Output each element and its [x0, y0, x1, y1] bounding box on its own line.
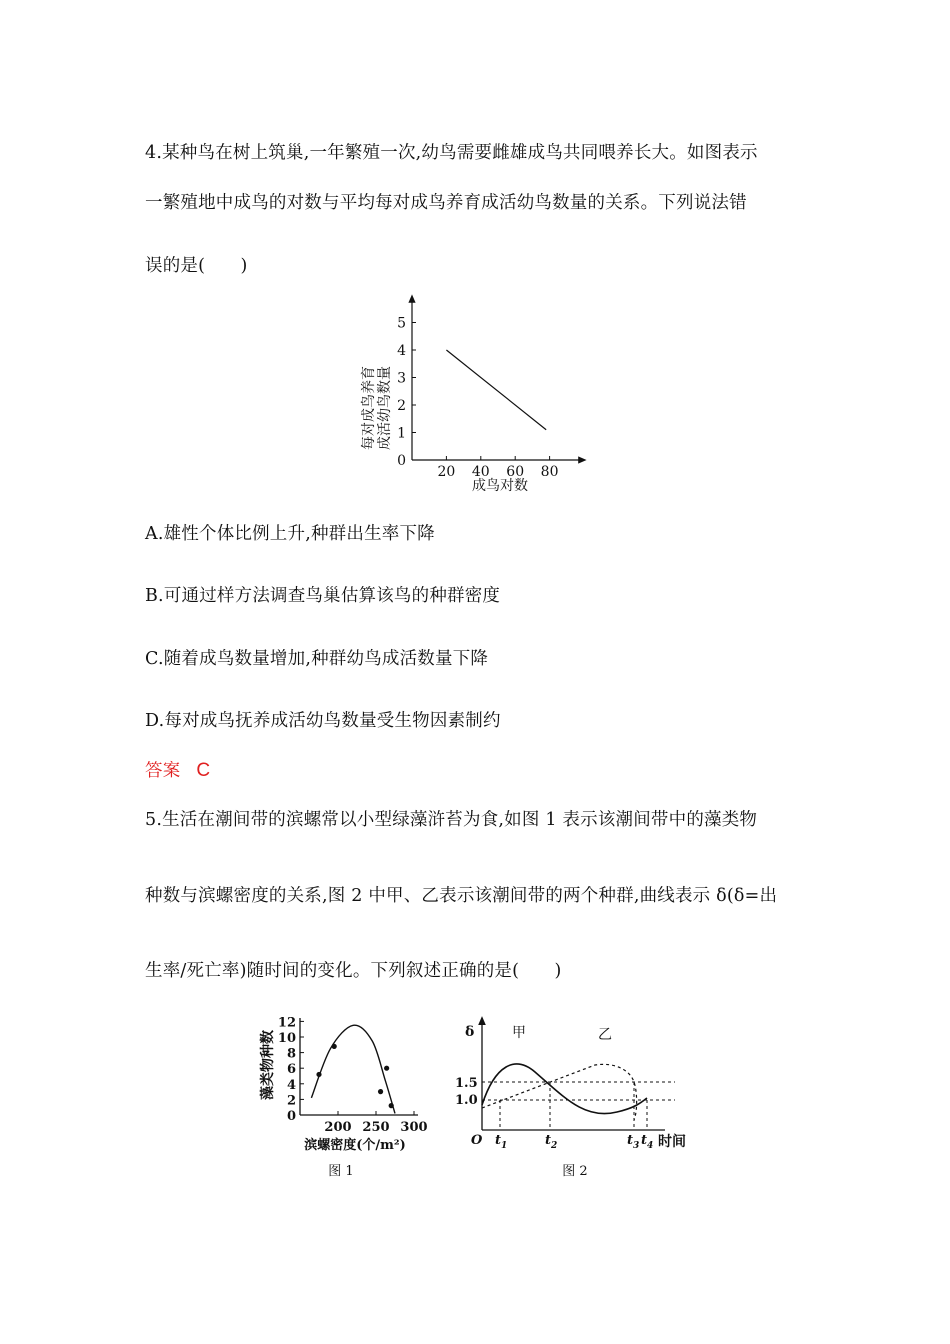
- q4-stem-line-2: 一繁殖地中成鸟的对数与平均每对成鸟养育成活幼鸟数量的关系。下列说法错: [145, 193, 747, 213]
- fig1-ytick-label: 12: [277, 1015, 296, 1031]
- svg-text:1: 1: [501, 1141, 508, 1151]
- fig1-xtick-label: 300: [400, 1120, 428, 1135]
- q4-option-b: B.可通过样方法调查鸟巢估算该鸟的种群密度: [145, 586, 501, 606]
- q4-option-c: C.随着成鸟数量增加,种群幼鸟成活数量下降: [145, 649, 489, 669]
- q4-ytick-label: 4: [397, 343, 406, 359]
- fig2-ytick-1-5: 1.5: [455, 1076, 478, 1091]
- answer-label: 答案: [145, 761, 181, 781]
- fig2-xlabel: 时间: [658, 1134, 686, 1150]
- q4-ylabel-line2: 成活幼鸟数量: [377, 366, 393, 450]
- fig1-ytick-label: 8: [286, 1046, 296, 1062]
- answer-value: C: [196, 760, 211, 781]
- fig1-ytick-label: 2: [286, 1093, 296, 1109]
- svg-text:4: 4: [647, 1141, 654, 1151]
- svg-text:t: t: [545, 1133, 552, 1148]
- q4-ytick-label: 2: [397, 398, 406, 414]
- fig2-caption: 图 2: [562, 1164, 588, 1179]
- fig1-caption: 图 1: [328, 1164, 354, 1179]
- fig1-data-point: [389, 1103, 394, 1108]
- q4-chart: [355, 290, 615, 500]
- fig1-ytick-label: 10: [277, 1031, 296, 1046]
- q4-option-a: A.雄性个体比例上升,种群出生率下降: [145, 524, 435, 544]
- fig2-ytick-1-0: 1.0: [455, 1093, 478, 1108]
- fig2-origin: O: [471, 1133, 483, 1148]
- svg-text:t: t: [495, 1133, 502, 1148]
- q4-option-d: D.每对成鸟抚养成活幼鸟数量受生物因素制约: [145, 711, 501, 731]
- svg-text:2: 2: [551, 1141, 558, 1151]
- fig2-label-jia: 甲: [512, 1025, 526, 1041]
- q4-xtick-label: 20: [437, 464, 456, 480]
- q4-data-line: [446, 350, 546, 430]
- q4-stem-line-3: 误的是( ): [145, 256, 248, 276]
- q4-answer: [145, 757, 210, 782]
- q5-stem-line-3: 生率/死亡率)随时间的变化。下列叙述正确的是( ): [145, 961, 562, 981]
- q4-ytick-label: 1: [397, 425, 406, 442]
- q4-ytick-label: 0: [397, 453, 406, 469]
- fig1-ytick-label: 0: [286, 1109, 296, 1124]
- fig1-ytick-label: 6: [286, 1062, 296, 1078]
- q5-stem-line-2: 种数与滨螺密度的关系,图 2 中甲、乙表示该潮间带的两个种群,曲线表示 δ(δ=出: [145, 886, 778, 906]
- svg-text:t: t: [641, 1133, 648, 1148]
- fig2-ylabel: δ: [465, 1024, 475, 1040]
- q4-stem-line-1: 4.某种鸟在树上筑巢,一年繁殖一次,幼鸟需要雌雄成鸟共同喂养长大。如图表示: [145, 143, 758, 163]
- q4-xtick-label: 60: [506, 464, 525, 480]
- q4-ylabel-line1: 每对成鸟养育: [361, 366, 377, 450]
- q5-stem-line-1: 5.生活在潮间带的滨螺常以小型绿藻浒苔为食,如图 1 表示该潮间带中的藻类物: [145, 810, 758, 830]
- fig1-data-point: [378, 1089, 383, 1094]
- q5-figure-2: [455, 1010, 695, 1185]
- q4-xtick-label: 80: [540, 464, 559, 480]
- fig2-xtick-t2: [545, 1133, 557, 1151]
- fig2-label-yi: 乙: [598, 1027, 612, 1043]
- fig2-series-jia: [482, 1064, 647, 1114]
- q4-ytick-label: 5: [397, 315, 406, 332]
- fig1-data-point: [332, 1044, 337, 1049]
- fig2-xtick-t3: [627, 1133, 639, 1151]
- fig2-xtick-t1: [495, 1133, 507, 1151]
- q4-xlabel: 成鸟对数: [472, 478, 528, 494]
- fig2-xtick-t4: [641, 1133, 653, 1151]
- fig1-ytick-label: 4: [286, 1077, 296, 1093]
- svg-text:3: 3: [633, 1141, 640, 1151]
- svg-text:t: t: [627, 1133, 634, 1148]
- fig1-xtick-label: 250: [362, 1120, 390, 1135]
- fig1-fit-curve: [311, 1025, 395, 1113]
- fig1-ylabel: 藻类物种数: [260, 1030, 276, 1100]
- fig1-data-point: [316, 1072, 321, 1077]
- fig1-xlabel: 滨螺密度(个/m²): [304, 1138, 406, 1153]
- q4-xtick-label: 40: [471, 464, 490, 480]
- q5-figure-1: [255, 1010, 435, 1185]
- fig1-xtick-label: 200: [324, 1120, 352, 1135]
- q4-ytick-label: 3: [397, 370, 406, 387]
- fig1-data-point: [384, 1066, 389, 1071]
